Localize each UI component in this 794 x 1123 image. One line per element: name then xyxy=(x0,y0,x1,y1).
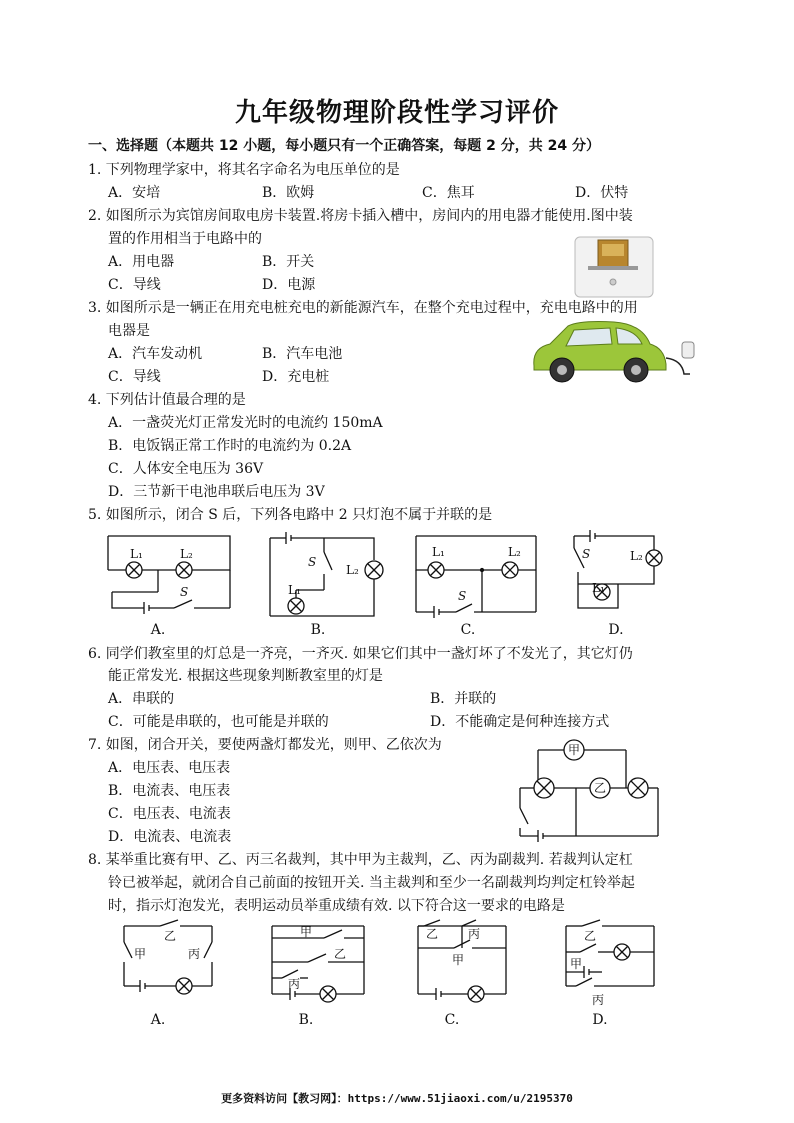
q8-circuit-c[interactable] xyxy=(414,918,514,1008)
q6-option-a[interactable]: A．串联的 xyxy=(108,691,175,707)
q8-circuit-d[interactable] xyxy=(562,918,662,1008)
q2-option-d[interactable]: D．电源 xyxy=(262,277,316,293)
q1-option-d[interactable]: D．伏特 xyxy=(575,185,629,201)
page-title: 九年级物理阶段性学习评价 xyxy=(234,98,559,128)
footer-link[interactable]: 更多资料访问【教习网】：https://www.51jiaoxi.com/u/2195370 xyxy=(221,1092,573,1105)
q3-option-c[interactable]: C．导线 xyxy=(108,369,161,385)
q5-caption-d: D. xyxy=(608,622,624,638)
label-l1: L₁ xyxy=(130,547,143,561)
q1-option-c[interactable]: C．焦耳 xyxy=(422,185,475,201)
svg-text:甲: 甲 xyxy=(452,953,465,967)
q5-caption-b: B. xyxy=(310,622,326,638)
svg-text:L₂: L₂ xyxy=(346,563,359,577)
svg-text:L₁: L₁ xyxy=(432,545,445,559)
q7-option-b[interactable]: B．电流表、电压表 xyxy=(108,783,231,799)
svg-text:乙: 乙 xyxy=(164,929,177,943)
q6-option-c[interactable]: C．可能是串联的，也可能是并联的 xyxy=(108,714,329,730)
svg-text:L₂: L₂ xyxy=(630,549,643,563)
q8-stem-line2: 铃已被举起，就闭合自己前面的按钮开关. 当主裁判和至少一名副裁判均判定杠铃举起 xyxy=(108,875,635,891)
q2-option-c[interactable]: C．导线 xyxy=(108,277,161,293)
q7-stem: 7. 如图，闭合开关，要使两盏灯都发光，则甲、乙依次为 xyxy=(88,737,442,753)
q2-stem-line1: 2. 如图所示为宾馆房间取电房卡装置.将房卡插入槽中，房间内的用电器才能使用.图中装 xyxy=(88,208,633,224)
q3-option-d[interactable]: D．充电桩 xyxy=(262,369,330,385)
q4-option-d[interactable]: D．三节新干电池串联后电压为 3V xyxy=(108,484,325,500)
svg-text:甲: 甲 xyxy=(300,925,313,939)
section-heading: 一、选择题（本题共 12 小题，每小题只有一个正确答案，每题 2 分，共 24 分） xyxy=(88,138,600,154)
q5-caption-c: C. xyxy=(460,622,476,638)
svg-text:S: S xyxy=(180,585,189,599)
q7-option-a[interactable]: A．电压表、电压表 xyxy=(108,760,231,776)
q3-option-a[interactable]: A．汽车发动机 xyxy=(108,346,203,362)
q6-stem-line1: 6. 同学们教室里的灯总是一齐亮，一齐灭. 如果它们其中一盏灯坏了不发光了，其它灯仍 xyxy=(88,646,633,662)
q2-option-a[interactable]: A．用电器 xyxy=(108,254,175,270)
svg-text:S: S xyxy=(458,589,467,603)
svg-text:L₁: L₁ xyxy=(288,583,301,597)
q6-stem-line2: 能正常发光. 根据这些现象判断教室里的灯是 xyxy=(108,668,383,684)
q8-circuit-b[interactable] xyxy=(268,918,368,1008)
q7-circuit xyxy=(516,736,662,842)
svg-text:乙: 乙 xyxy=(584,929,597,943)
q8-caption-a: A. xyxy=(150,1012,166,1028)
q5-stem: 5. 如图所示，闭合 S 后，下列各电路中 2 只灯泡不属于并联的是 xyxy=(88,507,493,523)
svg-text:乙: 乙 xyxy=(594,781,607,795)
svg-text:丙: 丙 xyxy=(468,927,481,941)
svg-text:丙: 丙 xyxy=(288,977,301,991)
q4-option-c[interactable]: C．人体安全电压为 36V xyxy=(108,461,264,477)
q6-option-d[interactable]: D．不能确定是何种连接方式 xyxy=(430,714,610,730)
svg-text:甲: 甲 xyxy=(134,947,147,961)
room-card-switch-image xyxy=(574,236,654,298)
svg-text:L₂: L₂ xyxy=(508,545,521,559)
q5-caption-a: A. xyxy=(150,622,166,638)
q4-option-a[interactable]: A．一盏荧光灯正常发光时的电流约 150mA xyxy=(108,415,383,431)
svg-text:L₁: L₁ xyxy=(592,581,605,595)
q2-option-b[interactable]: B．开关 xyxy=(262,254,315,270)
charging-car-image xyxy=(524,318,696,386)
q3-stem-line1: 3. 如图所示是一辆正在用充电桩充电的新能源汽车，在整个充电过程中，充电电路中的用 xyxy=(88,300,638,316)
svg-text:S: S xyxy=(582,547,591,561)
q5-circuit-a[interactable] xyxy=(104,532,234,622)
q4-option-b[interactable]: B．电饭锅正常工作时的电流约为 0.2A xyxy=(108,438,352,454)
q1-stem: 1. 下列物理学家中，将其名字命名为电压单位的是 xyxy=(88,162,400,178)
q3-option-b[interactable]: B．汽车电池 xyxy=(262,346,343,362)
svg-text:S: S xyxy=(308,555,317,569)
svg-text:乙: 乙 xyxy=(426,927,439,941)
q1-option-b[interactable]: B．欧姆 xyxy=(262,185,315,201)
svg-text:甲: 甲 xyxy=(568,743,581,757)
svg-text:乙: 乙 xyxy=(334,947,347,961)
svg-text:甲: 甲 xyxy=(570,957,583,971)
svg-text:丙: 丙 xyxy=(188,947,201,961)
label-l2: L₂ xyxy=(180,547,193,561)
q4-stem: 4. 下列估计值最合理的是 xyxy=(88,392,246,408)
svg-text:丙: 丙 xyxy=(592,993,605,1007)
q8-circuit-a[interactable] xyxy=(120,918,220,1008)
q2-stem-line2: 置的作用相当于电路中的 xyxy=(108,231,262,247)
q8-caption-d: D. xyxy=(592,1012,608,1028)
q8-caption-b: B. xyxy=(298,1012,314,1028)
q7-option-c[interactable]: C．电压表、电流表 xyxy=(108,806,231,822)
q7-option-d[interactable]: D．电流表、电流表 xyxy=(108,829,232,845)
q6-option-b[interactable]: B．并联的 xyxy=(430,691,497,707)
q8-caption-c: C. xyxy=(444,1012,460,1028)
q1-option-a[interactable]: A．安培 xyxy=(108,185,161,201)
q8-stem-line1: 8. 某举重比赛有甲、乙、丙三名裁判，其中甲为主裁判，乙、丙为副裁判. 若裁判认定杠 xyxy=(88,852,633,868)
q3-stem-line2: 电器是 xyxy=(108,323,150,339)
q8-stem-line3: 时，指示灯泡发光，表明运动员举重成绩有效. 以下符合这一要求的电路是 xyxy=(108,898,565,914)
